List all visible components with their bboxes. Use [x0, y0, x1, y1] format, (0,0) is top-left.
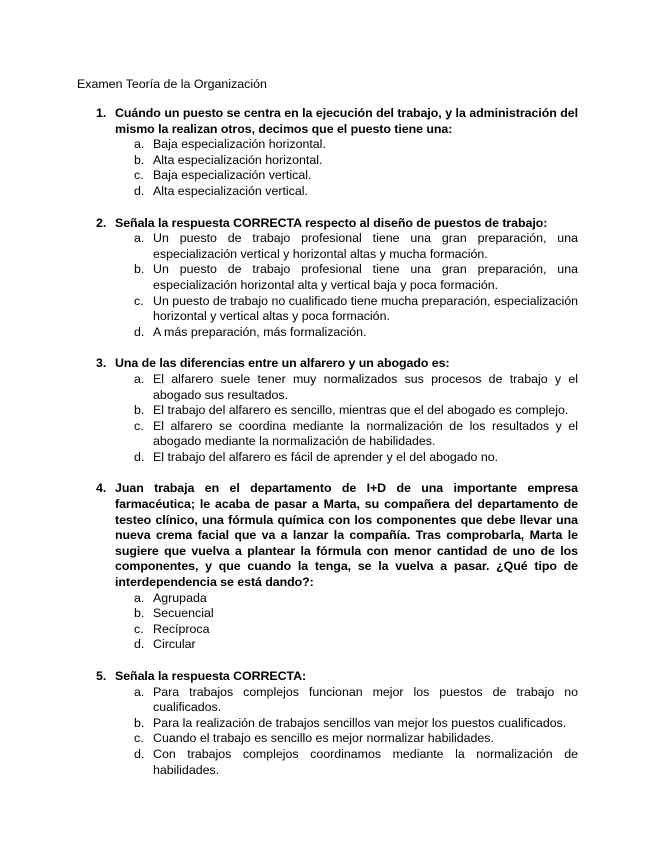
option-text: El trabajo del alfarero es sencillo, mientras que el del abogado es complejo. — [153, 403, 569, 418]
question-text: Señala la respuesta CORRECTA respecto al diseño de puestos de trabajo: — [115, 215, 548, 230]
option-text: Un puesto de trabajo profesional tiene una gran preparación, una especialización vertical y horizontal altas y mucha formación. — [153, 231, 578, 261]
option-item — [134, 403, 578, 419]
question-item — [96, 356, 578, 465]
option-item — [134, 449, 578, 466]
option-text: A más preparación, más formalización. — [153, 324, 367, 339]
option-text: El trabajo del alfarero es fácil de aprender y el del abogado no. — [153, 449, 499, 464]
question-number: 2. — [96, 215, 107, 230]
option-letter: c. — [134, 731, 144, 746]
option-text: Baja especialización vertical. — [153, 168, 312, 183]
option-item — [134, 262, 578, 293]
option-letter: b. — [134, 152, 145, 167]
option-item — [134, 637, 578, 653]
question-item — [96, 106, 578, 200]
question-item — [96, 481, 578, 653]
option-text: Secuencial — [153, 606, 214, 621]
question-item — [96, 216, 578, 341]
option-text: Para la realización de trabajos sencillos van mejor los puestos cualificados. — [153, 715, 567, 730]
option-letter: c. — [134, 168, 144, 183]
option-item — [134, 590, 578, 607]
question-text: Señala la respuesta CORRECTA: — [115, 669, 307, 683]
option-letter: d. — [134, 324, 145, 339]
option-letter: d. — [134, 746, 145, 761]
option-letter: a. — [134, 137, 145, 152]
option-item — [134, 715, 578, 732]
question-number: 1. — [96, 106, 107, 120]
option-item — [134, 183, 578, 200]
option-text: Baja especialización horizontal. — [153, 137, 326, 152]
option-item — [134, 324, 578, 341]
option-item — [134, 371, 578, 403]
option-item — [134, 731, 578, 747]
option-text: Agrupada — [153, 590, 207, 605]
question-list — [96, 106, 578, 794]
option-item — [134, 137, 578, 153]
option-list — [115, 591, 578, 653]
option-item — [134, 293, 578, 325]
option-text: El alfarero se coordina mediante la normalización de los resultados y el abogado mediante la normalización de habilidades. — [153, 418, 578, 449]
option-letter: b. — [134, 715, 145, 730]
question-number: 3. — [96, 356, 107, 371]
option-item — [134, 231, 578, 262]
option-text: Alta especialización horizontal. — [153, 152, 323, 167]
option-letter: a. — [134, 371, 145, 386]
question-text: Una de las diferencias entre un alfarero y un abogado es: — [115, 356, 450, 371]
option-letter: a. — [134, 231, 145, 246]
option-item — [134, 418, 578, 450]
option-letter: c. — [134, 293, 144, 308]
option-letter: b. — [134, 403, 145, 418]
option-item — [134, 684, 578, 716]
document-title: Examen Teoría de la Organización — [77, 77, 267, 91]
option-text: Circular — [153, 637, 196, 652]
option-text: Recíproca — [153, 621, 210, 636]
option-text: Alta especialización vertical. — [153, 183, 308, 198]
option-letter: c. — [134, 418, 144, 433]
option-text: Para trabajos complejos funcionan mejor los puestos de trabajo no cualificados. — [153, 684, 578, 715]
option-text: Con trabajos complejos coordinamos mediante la normalización de habilidades. — [153, 746, 578, 777]
option-letter: c. — [134, 621, 144, 636]
option-list — [115, 685, 578, 779]
option-item — [134, 621, 578, 638]
option-text: El alfarero suele tener muy normalizados sus procesos de trabajo y el abogado sus resultados. — [153, 371, 578, 402]
option-item — [134, 168, 578, 184]
question-number: 4. — [96, 481, 107, 496]
option-letter: d. — [134, 183, 145, 198]
option-letter: d. — [134, 637, 145, 652]
option-list — [115, 137, 578, 199]
option-letter: d. — [134, 449, 145, 464]
option-text: Un puesto de trabajo no cualificado tiene mucha preparación, especialización horizontal y vertical altas y poca formación. — [153, 293, 578, 324]
option-text: Cuando el trabajo es sencillo es mejor normalizar habilidades. — [153, 731, 494, 746]
question-text: Cuándo un puesto se centra en la ejecución del trabajo, y la administración del mismo la realizan otros, decimos que el puesto tiene una: — [115, 106, 578, 136]
option-list — [115, 372, 578, 466]
question-number: 5. — [96, 669, 107, 683]
question-text: Juan trabaja en el departamento de I+D de una importante empresa farmacéutica; le acaba de pasar a Marta, su compañera del departamento de testeo clínico, una fórmula química con los componentes que debe llevar una nueva crema facial que va a lanzar la compañía. Tras comprobarla, Marta le sugiere que vuelva a plantear la fórmula con menor cantidad de uno de los componentes, y que cuando la tenga, se la vuelva a pasar. ¿Qué tipo de interdependencia se está dando?: — [115, 481, 578, 590]
option-letter: b. — [134, 262, 145, 277]
option-letter: a. — [134, 684, 145, 699]
option-item — [134, 746, 578, 778]
option-letter: a. — [134, 590, 145, 605]
question-item — [96, 669, 578, 778]
option-letter: b. — [134, 606, 145, 621]
option-item — [134, 152, 578, 169]
option-item — [134, 606, 578, 622]
option-list — [115, 231, 578, 340]
option-text: Un puesto de trabajo profesional tiene una gran preparación, una especialización horizontal alta y vertical baja y poca formación. — [153, 262, 578, 292]
